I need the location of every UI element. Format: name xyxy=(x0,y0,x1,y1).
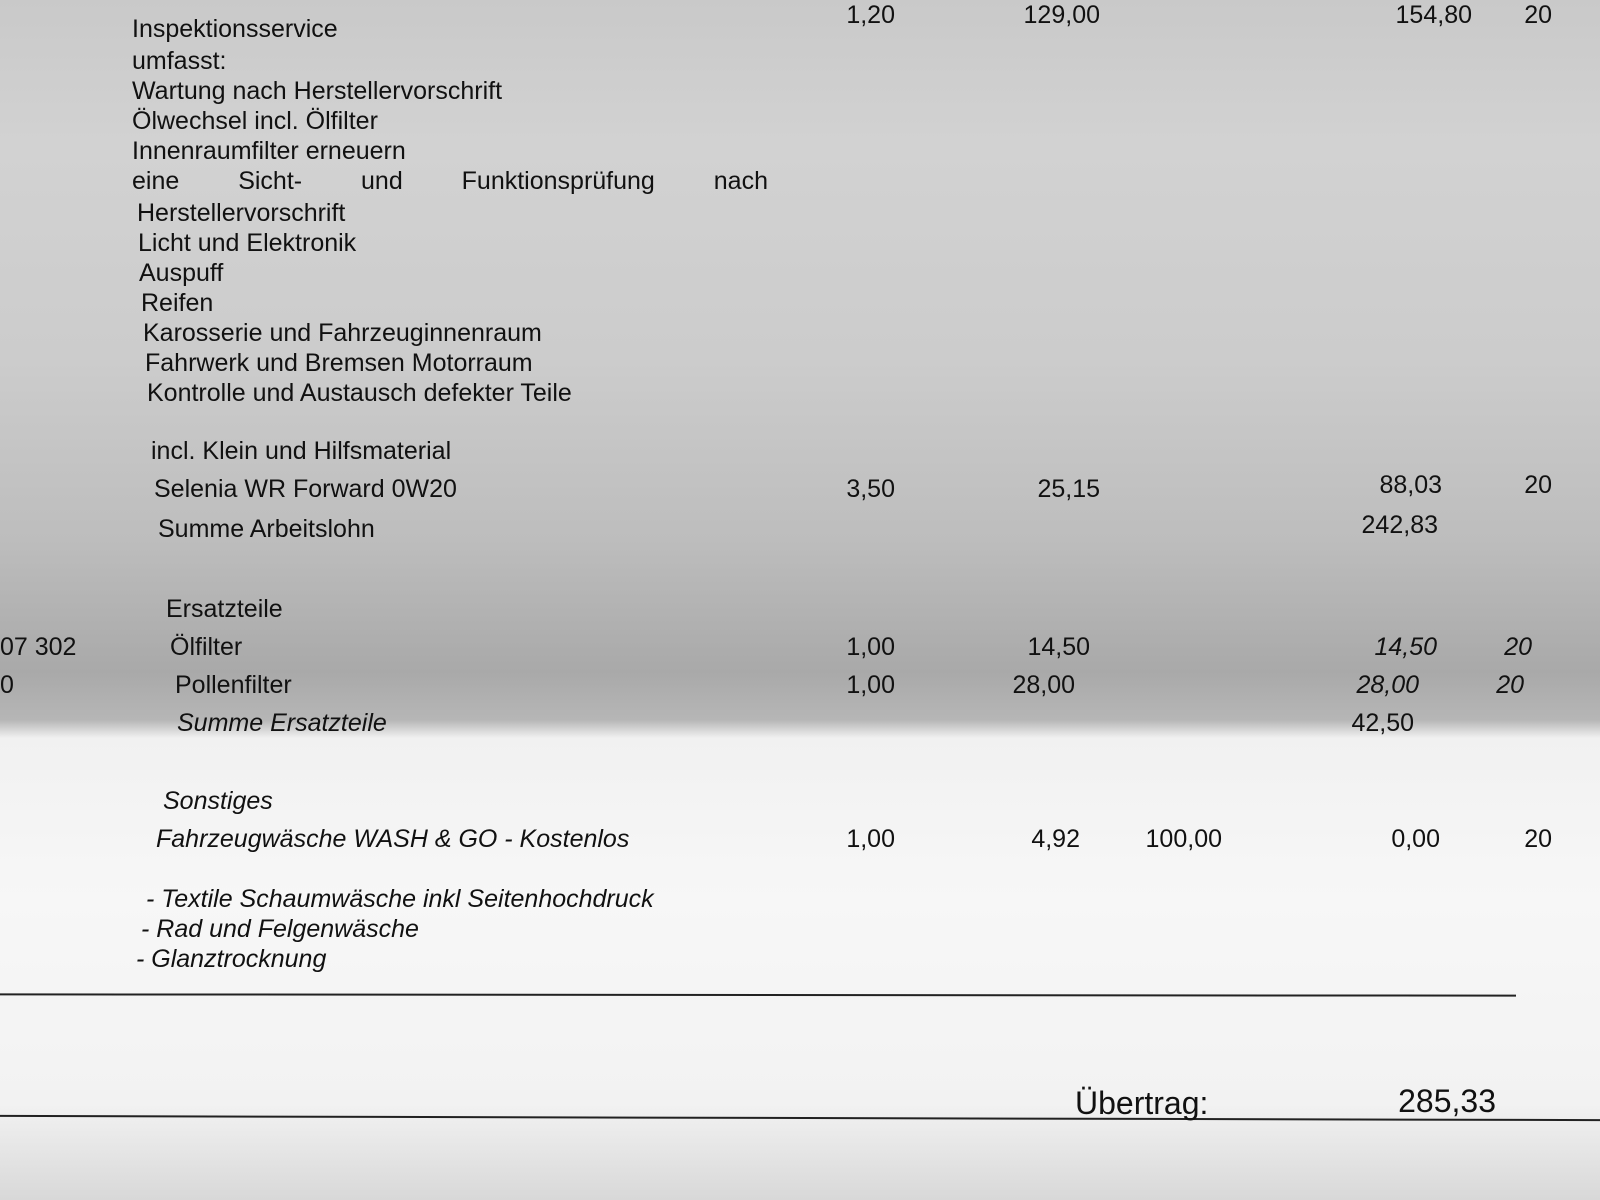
part-quantity: 1,00 xyxy=(846,633,895,661)
part-article-number: 0 xyxy=(0,671,14,699)
misc-detail: - Rad und Felgenwäsche xyxy=(141,915,419,943)
misc-heading: Sonstiges xyxy=(163,787,273,815)
inspection-line: Licht und Elektronik xyxy=(138,229,357,257)
oil-vat: 20 xyxy=(1524,471,1552,499)
inspection-line: Innenraumfilter erneuern xyxy=(132,137,406,165)
misc-label: Fahrzeugwäsche WASH & GO - Kostenlos xyxy=(156,825,630,853)
inspection-unit-price: 129,00 xyxy=(1023,1,1100,29)
part-label: Pollenfilter xyxy=(175,671,292,699)
part-quantity: 1,00 xyxy=(846,671,895,699)
oil-label: Selenia WR Forward 0W20 xyxy=(154,475,457,503)
inspection-line: Wartung nach Herstellervorschrift xyxy=(132,77,503,105)
word: und xyxy=(361,167,403,195)
inspection-vat: 20 xyxy=(1524,1,1552,29)
misc-discount: 100,00 xyxy=(1145,825,1222,853)
oil-amount: 88,03 xyxy=(1379,471,1442,499)
inspection-line: Herstellervorschrift xyxy=(137,199,346,227)
part-amount: 28,00 xyxy=(1356,671,1419,699)
misc-unit-price: 4,92 xyxy=(1031,825,1080,853)
misc-quantity: 1,00 xyxy=(846,825,895,853)
inspection-line: Karosserie und Fahrzeuginnenraum xyxy=(143,319,542,347)
misc-detail: - Textile Schaumwäsche inkl Seitenhochdruck xyxy=(146,885,654,913)
misc-amount: 0,00 xyxy=(1391,825,1440,853)
part-unit-price: 28,00 xyxy=(1012,671,1075,699)
inspection-line: Kontrolle und Austausch defekter Teile xyxy=(147,379,572,407)
word: Funktionsprüfung xyxy=(461,167,655,195)
parts-sum-label: Summe Ersatzteile xyxy=(177,709,387,737)
inspection-line: umfasst: xyxy=(132,47,227,75)
inspection-line: Auspuff xyxy=(139,259,224,287)
part-label: Ölfilter xyxy=(170,633,243,661)
parts-heading: Ersatzteile xyxy=(166,595,283,623)
inspection-amount: 154,80 xyxy=(1395,1,1472,29)
labor-sum-label: Summe Arbeitslohn xyxy=(158,515,375,543)
oil-quantity: 3,50 xyxy=(846,475,895,503)
inspection-line: Fahrwerk und Bremsen Motorraum xyxy=(145,349,533,377)
parts-sum-amount: 42,50 xyxy=(1351,709,1414,737)
carry-over-label: Übertrag: xyxy=(1075,1085,1209,1121)
part-unit-price: 14,50 xyxy=(1027,633,1090,661)
inspection-line: Ölwechsel incl. Ölfilter xyxy=(132,107,378,135)
inspection-note: incl. Klein und Hilfsmaterial xyxy=(151,437,452,465)
separator-line xyxy=(0,993,1516,996)
part-article-number: 07 302 xyxy=(0,633,77,661)
inspection-line: Reifen xyxy=(141,289,214,317)
misc-detail: - Glanztrocknung xyxy=(136,945,327,973)
part-amount: 14,50 xyxy=(1374,633,1437,661)
part-vat: 20 xyxy=(1496,671,1524,699)
word: Sicht- xyxy=(238,167,303,195)
part-vat: 20 xyxy=(1504,633,1532,661)
inspection-justified-line xyxy=(132,166,768,196)
oil-unit-price: 25,15 xyxy=(1037,475,1100,503)
word: nach xyxy=(713,167,768,195)
carry-over-value: 285,33 xyxy=(1398,1083,1496,1119)
word: eine xyxy=(132,167,180,195)
labor-sum-amount: 242,83 xyxy=(1361,511,1438,539)
misc-vat: 20 xyxy=(1524,825,1552,853)
inspection-quantity: 1,20 xyxy=(846,1,895,29)
inspection-title: Inspektionsservice xyxy=(132,15,338,43)
